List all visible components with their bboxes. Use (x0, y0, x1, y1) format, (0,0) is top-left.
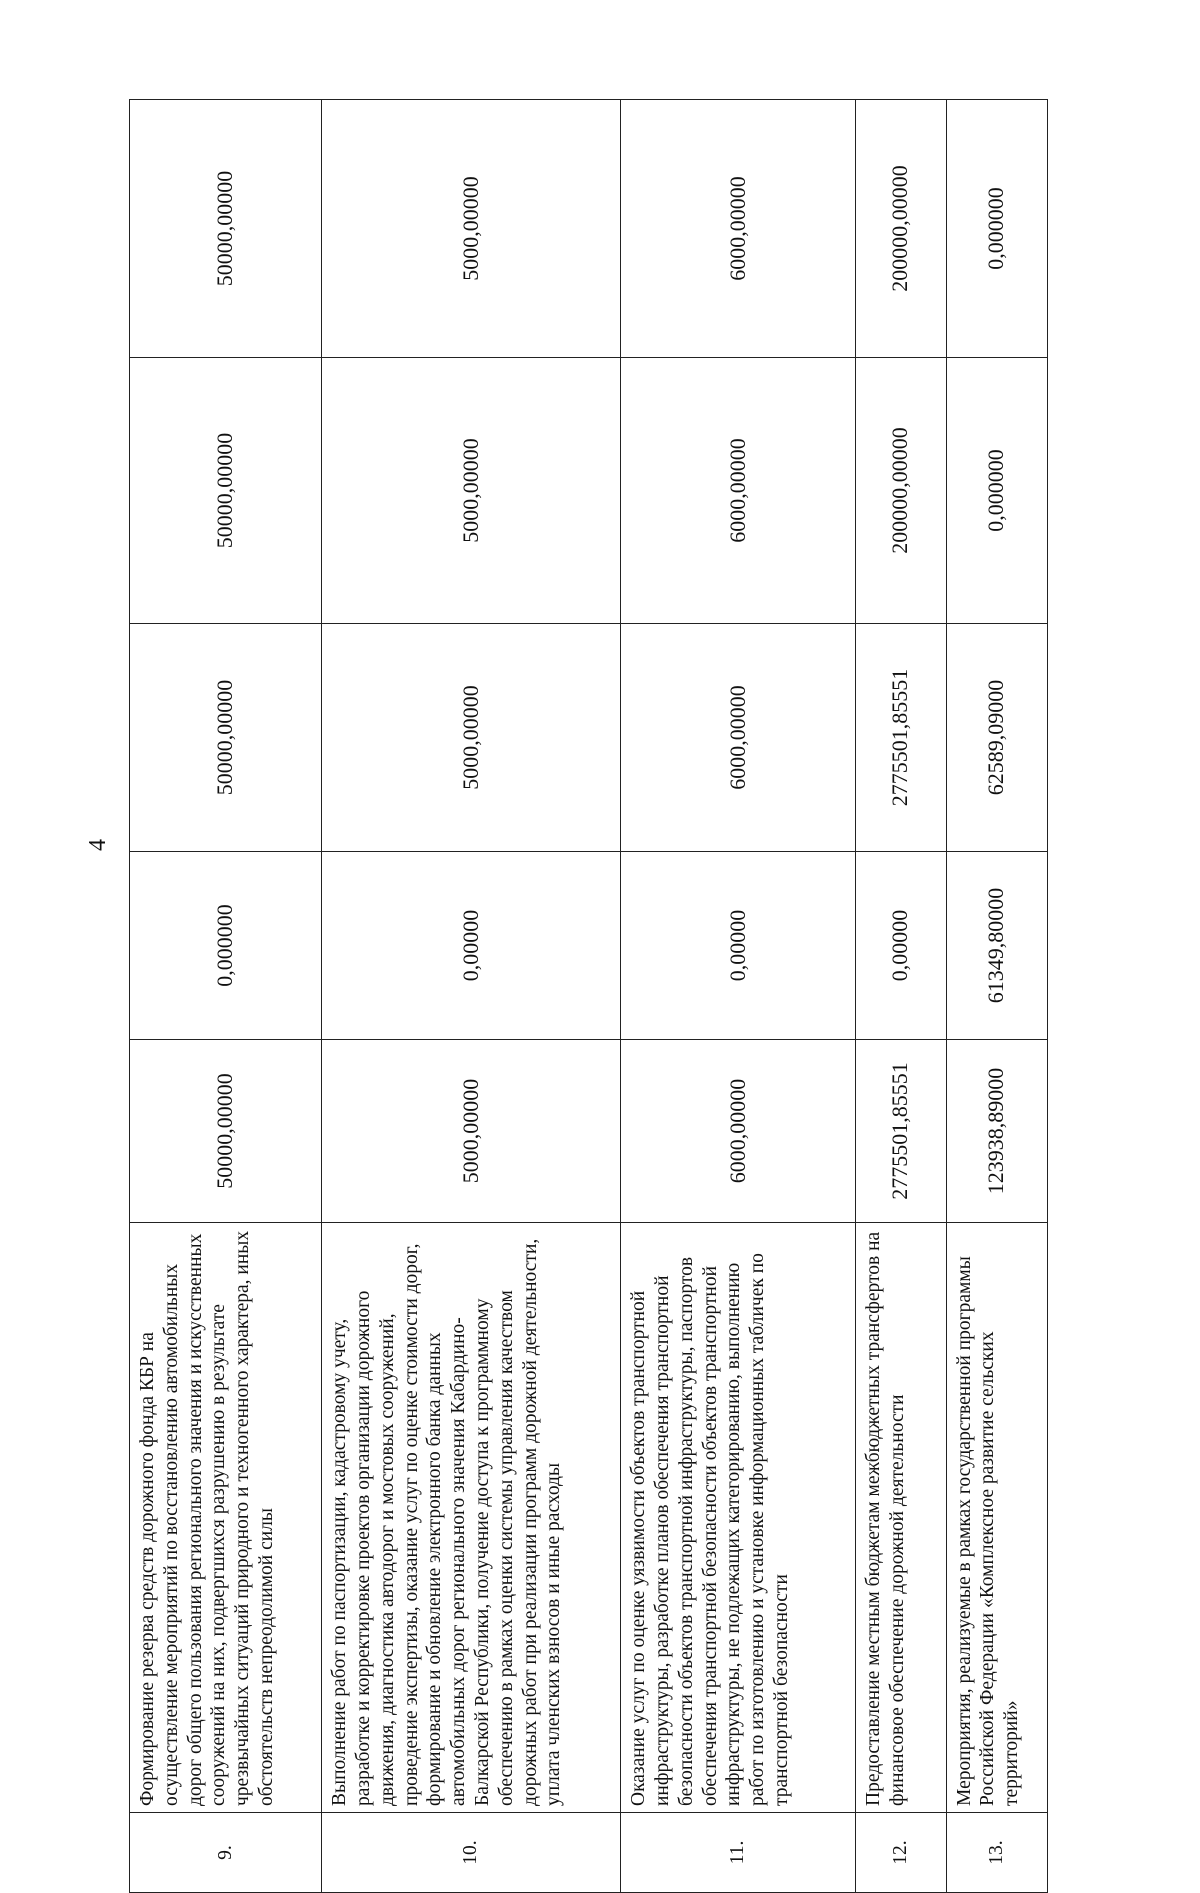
row-description: Предоставление местным бюджетам межбюджетных трансфертов на финансовое обеспечение дорожной деятельности (855, 1223, 946, 1813)
value-cell: 2775501,85551 (855, 1040, 946, 1223)
table-row (621, 100, 856, 1893)
value-cell: 0,000000 (946, 358, 1047, 624)
row-description: Выполнение работ по паспортизации, кадастровому учету, разработке и корректировке проектов организации дорожного движения, диагностика автодорог и мостовых сооружений, проведение экспертизы, оказание услуг по оценке стоимости дорог, формирование и обновление электронного банка данных автомобильных дорог регионального значения Кабардино-Балкарской Республики, получение доступа к программному обеспечению в рамках оценки системы управления качеством дорожных работ при реализации программ дорожной деятельности, уплата членских взносов и иные расходы (322, 1223, 621, 1813)
page-number: 4 (85, 839, 111, 851)
value-cell: 200000,00000 (855, 100, 946, 358)
value-cell: 5000,00000 (322, 624, 621, 852)
row-number: 11. (621, 1813, 856, 1893)
rotated-table-container (129, 100, 1048, 1893)
table-row (946, 100, 1047, 1893)
value-cell: 0,00000 (621, 852, 856, 1040)
value-cell: 0,000000 (130, 852, 322, 1040)
value-cell: 62589,09000 (946, 624, 1047, 852)
value-cell: 0,00000 (322, 852, 621, 1040)
table-row (855, 100, 946, 1893)
value-cell: 0,00000 (855, 852, 946, 1040)
table-row (130, 100, 322, 1893)
value-cell: 5000,00000 (322, 1040, 621, 1223)
value-cell: 6000,00000 (621, 100, 856, 358)
value-cell: 123938,89000 (946, 1040, 1047, 1223)
row-number: 12. (855, 1813, 946, 1893)
value-cell: 200000,00000 (855, 358, 946, 624)
table-row (322, 100, 621, 1893)
value-cell: 6000,00000 (621, 624, 856, 852)
row-description: Мероприятия, реализуемые в рамках государственной программы Российской Федерации «Комплексное развитие сельских территорий» (946, 1223, 1047, 1813)
value-cell: 50000,00000 (130, 358, 322, 624)
value-cell: 6000,00000 (621, 1040, 856, 1223)
value-cell: 6000,00000 (621, 358, 856, 624)
row-description: Формирование резерва средств дорожного фонда КБР на осуществление мероприятий по восстановлению автомобильных дорог общего пользования регионального значения и искусственных сооружений на них, подвергшихся разрушению в результате чрезвычайных ситуаций природного и техногенного характера, иных обстоятельств непреодолимой силы (130, 1223, 322, 1813)
value-cell: 5000,00000 (322, 100, 621, 358)
row-description: Оказание услуг по оценке уязвимости объектов транспортной инфраструктуры, разработке планов обеспечения транспортной безопасности объектов транспортной инфраструктуры, паспортов обеспечения транспортной безопасности объектов транспортной инфраструктуры, не подлежащих категорированию, выполнению работ по изготовлению и установке информационных табличек по транспортной безопасности (621, 1223, 856, 1813)
budget-table (129, 99, 1048, 1893)
value-cell: 2775501,85551 (855, 624, 946, 852)
row-number: 10. (322, 1813, 621, 1893)
value-cell: 61349,80000 (946, 852, 1047, 1040)
value-cell: 50000,00000 (130, 100, 322, 358)
value-cell: 5000,00000 (322, 358, 621, 624)
value-cell: 50000,00000 (130, 624, 322, 852)
value-cell: 50000,00000 (130, 1040, 322, 1223)
row-number: 13. (946, 1813, 1047, 1893)
row-number: 9. (130, 1813, 322, 1893)
value-cell: 0,000000 (946, 100, 1047, 358)
